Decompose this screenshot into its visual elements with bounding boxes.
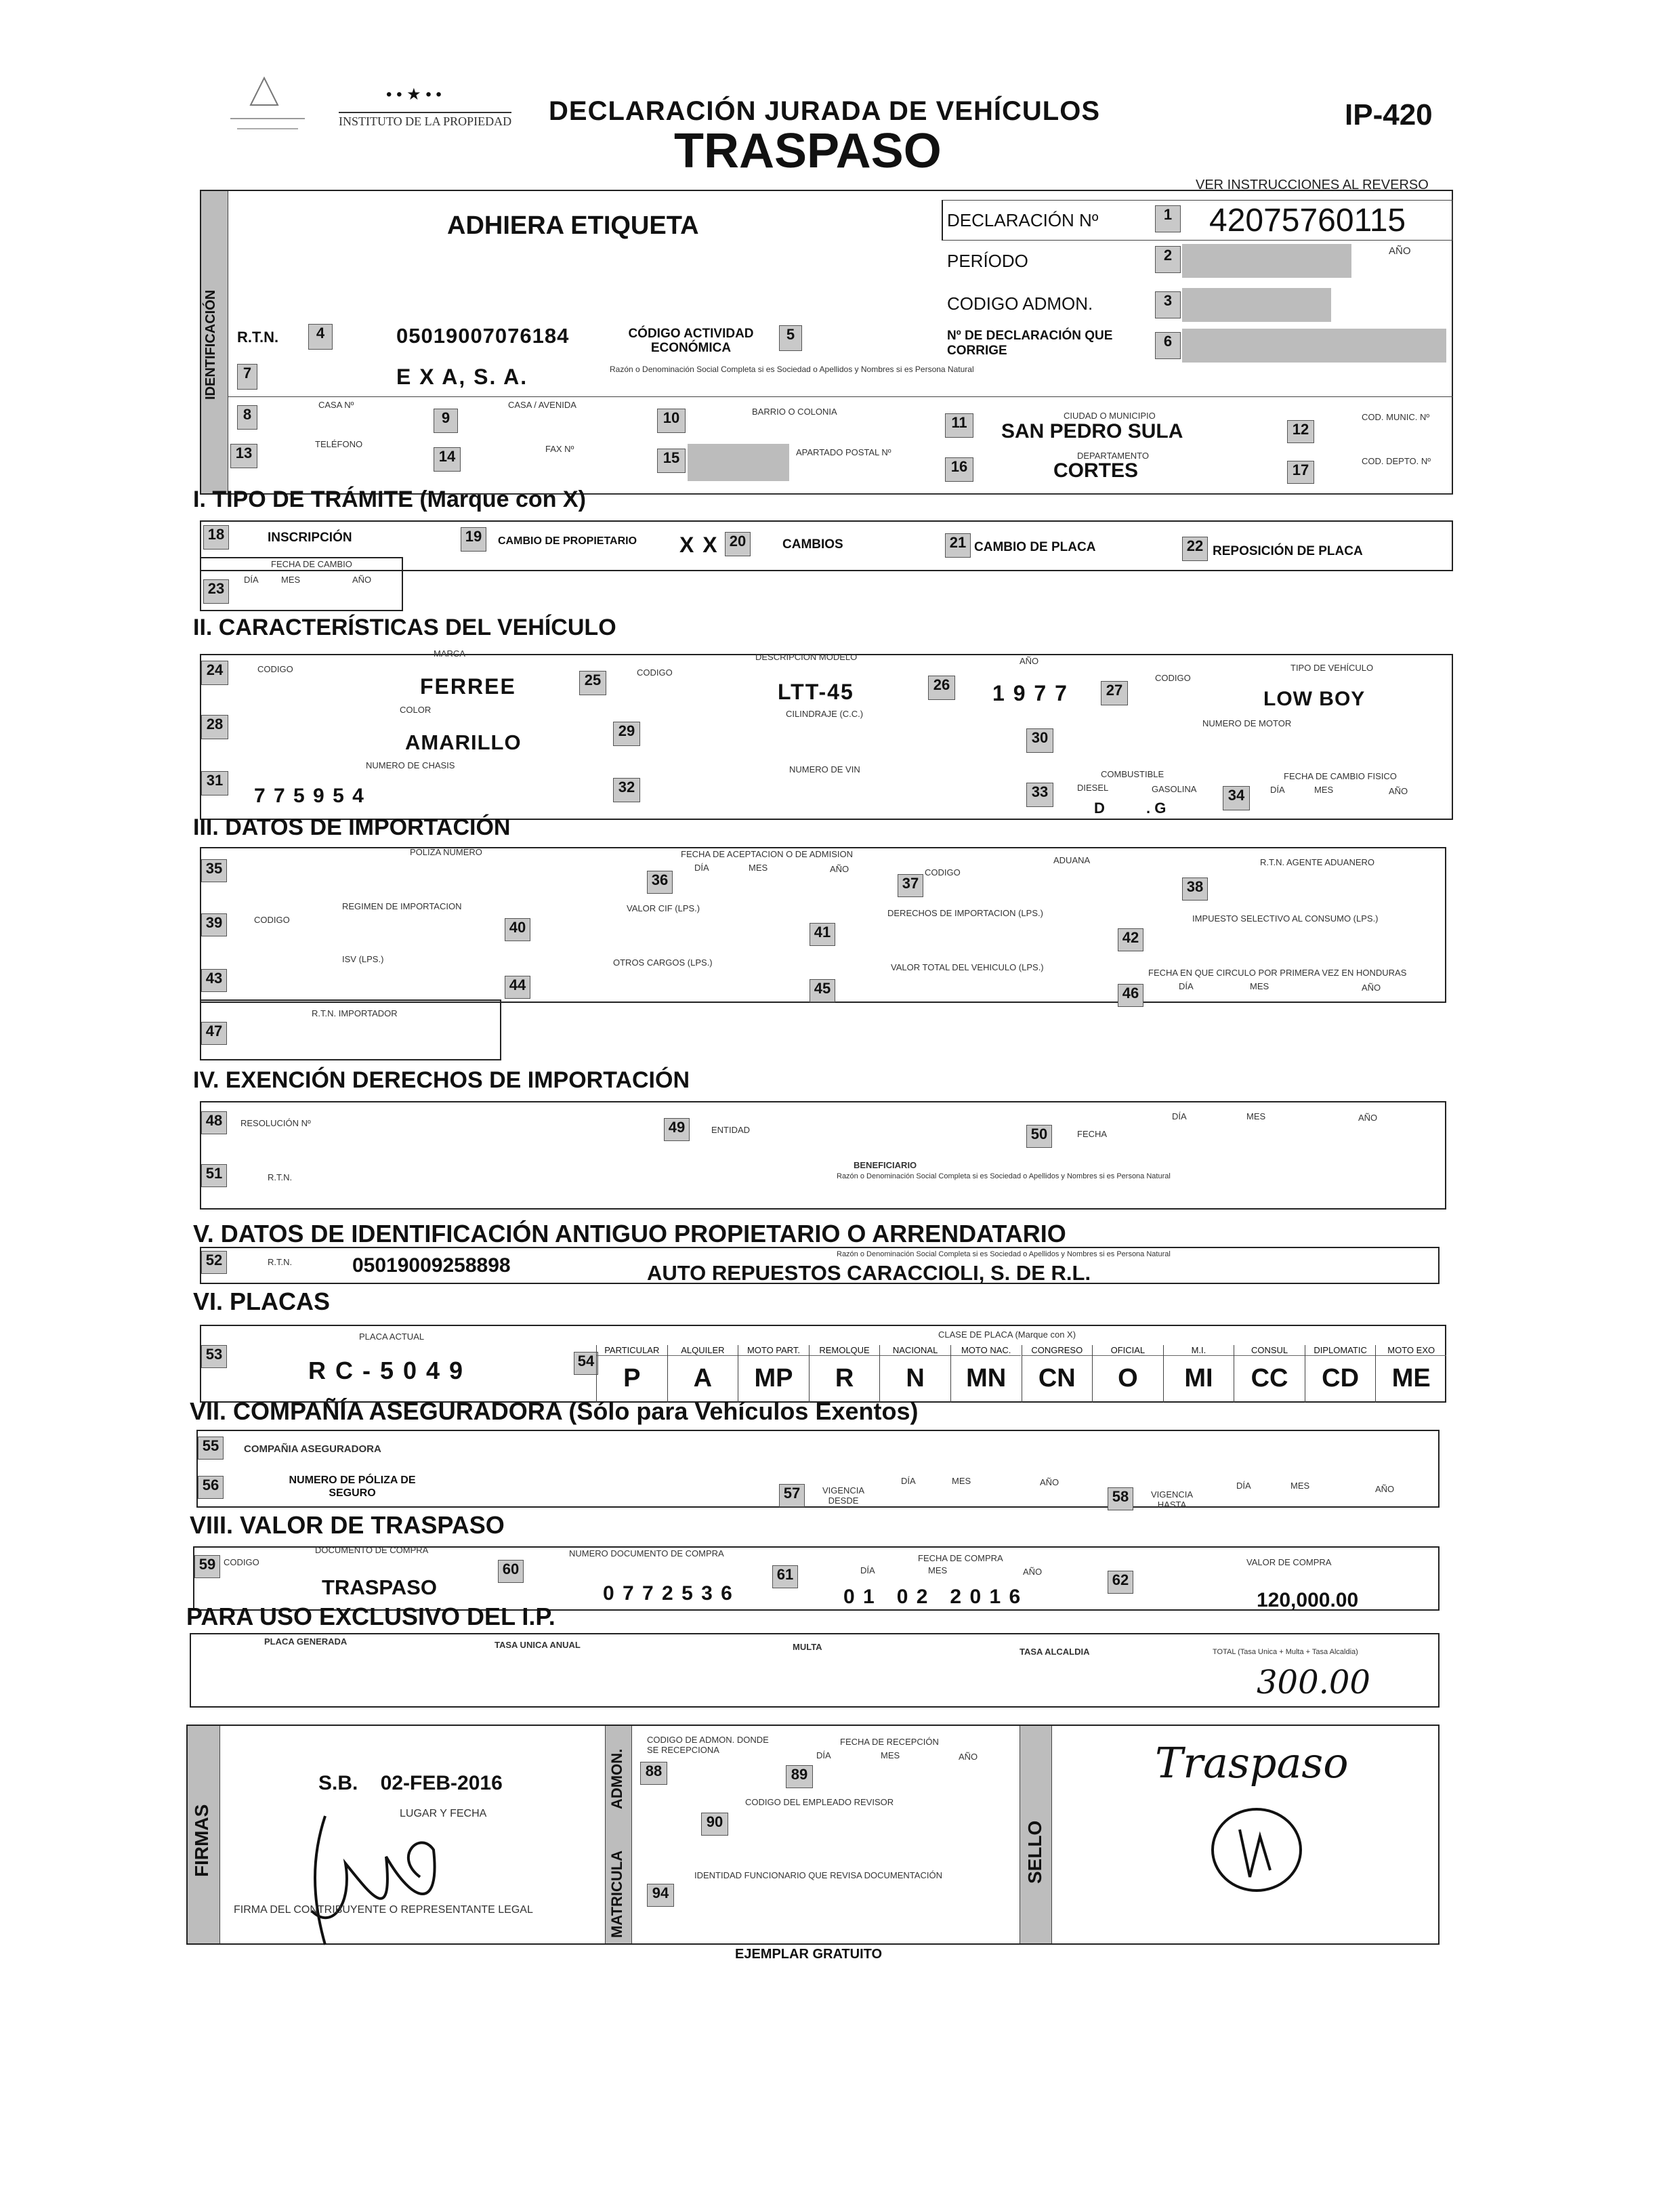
exencion-fecha-label: FECHA xyxy=(1077,1129,1108,1139)
poliza-label: POLIZA NUMERO xyxy=(410,847,482,857)
field-number-20: 20 xyxy=(725,532,751,556)
plate-type-option[interactable] xyxy=(950,1345,1022,1403)
tramite-dia-label: DÍA xyxy=(244,575,259,585)
departamento-value: CORTES xyxy=(1053,459,1139,482)
valor-compra-value: 120,000.00 xyxy=(1257,1589,1359,1611)
plate-type-label: NACIONAL xyxy=(880,1345,950,1356)
recepcion-ano-label: AÑO xyxy=(959,1752,978,1762)
field-number-31: 31 xyxy=(201,771,228,796)
circulo-mes-label: MES xyxy=(1250,981,1269,991)
cilindraje-label: CILINDRAJE (C.C.) xyxy=(786,709,864,719)
codigo-actividad-label: CÓDIGO ACTIVIDAD ECONÓMICA xyxy=(628,327,754,355)
field-number-43: 43 xyxy=(201,969,227,992)
plate-types xyxy=(596,1345,1446,1403)
field-number-15: 15 xyxy=(657,449,686,473)
periodo-ano-label: AÑO xyxy=(1389,245,1411,257)
title-line1: DECLARACIÓN JURADA DE VEHÍCULOS xyxy=(549,96,1101,126)
plate-type-code: N xyxy=(906,1364,925,1392)
field-number-89: 89 xyxy=(786,1765,813,1788)
section-importacion-title: III. DATOS DE IMPORTACIÓN xyxy=(193,814,511,840)
plate-type-option[interactable] xyxy=(1092,1345,1163,1403)
field-number-27: 27 xyxy=(1101,681,1128,705)
tramite-mes-label: MES xyxy=(281,575,301,585)
instructions-note: VER INSTRUCCIONES AL REVERSO xyxy=(1196,178,1429,192)
plate-type-label: CONGRESO xyxy=(1022,1345,1093,1356)
codigo-empleado-label: CODIGO DEL EMPLEADO REVISOR xyxy=(745,1797,894,1807)
casa-label: CASA Nº xyxy=(318,400,354,410)
rtn-label: R.T.N. xyxy=(237,329,279,346)
numero-doc-label: NUMERO DOCUMENTO DE COMPRA xyxy=(569,1548,724,1559)
plate-type-option[interactable] xyxy=(879,1345,950,1403)
fecha-aceptacion-label: FECHA DE ACEPTACION O DE ADMISION xyxy=(681,849,854,859)
adhiera-label: ADHIERA ETIQUETA xyxy=(447,211,699,240)
fecha-circulo-label: FECHA EN QUE CIRCULO POR PRIMERA VEZ EN HONDURAS xyxy=(1148,968,1407,978)
plate-type-code: MN xyxy=(966,1364,1007,1392)
fecha-recepcion-label: FECHA DE RECEPCIÓN xyxy=(840,1737,939,1747)
tipo-label: TIPO DE VEHÍCULO xyxy=(1290,663,1374,673)
ciudad-label: CIUDAD O MUNICIPIO xyxy=(1064,411,1156,421)
multa-label: MULTA xyxy=(793,1642,822,1652)
checkbox-cambio-propietario[interactable]: X X xyxy=(679,533,719,557)
plate-type-option[interactable] xyxy=(1022,1345,1093,1403)
recepcion-mes-label: MES xyxy=(881,1750,900,1760)
field-number-36: 36 xyxy=(647,871,673,894)
field-number-90: 90 xyxy=(701,1813,728,1836)
field-number-25: 25 xyxy=(579,671,606,695)
plate-type-label: M.I. xyxy=(1164,1345,1234,1356)
field-number-45: 45 xyxy=(810,979,835,1002)
declaracion-label: DECLARACIÓN Nº xyxy=(947,210,1099,230)
codigo-admon-shaded xyxy=(1182,288,1331,322)
combustible-value: D . G xyxy=(1094,800,1167,817)
field-number-58: 58 xyxy=(1108,1487,1133,1510)
field-number-34: 34 xyxy=(1223,786,1250,810)
ciudad-value: SAN PEDRO SULA xyxy=(1001,420,1183,442)
modelo-value: LTT-45 xyxy=(778,680,854,704)
field-number-7: 7 xyxy=(237,364,257,390)
field-number-29: 29 xyxy=(613,722,640,746)
barrio-label: BARRIO O COLONIA xyxy=(752,407,837,417)
field-number-12: 12 xyxy=(1287,420,1314,443)
field-number-51: 51 xyxy=(201,1164,227,1187)
plate-type-label: MOTO PART. xyxy=(738,1345,809,1356)
field-number-22: 22 xyxy=(1182,537,1208,561)
field-number-48: 48 xyxy=(201,1111,227,1134)
plate-type-option[interactable] xyxy=(1234,1345,1305,1403)
field-number-18: 18 xyxy=(203,525,229,550)
modelo-codigo-label: CODIGO xyxy=(637,667,673,678)
plate-type-label: ALQUILER xyxy=(668,1345,738,1356)
ano-value: 1 9 7 7 xyxy=(992,681,1068,705)
plate-type-option[interactable] xyxy=(1163,1345,1234,1403)
sello-text: Traspaso xyxy=(1155,1738,1349,1788)
field-number-50: 50 xyxy=(1026,1125,1052,1148)
field-number-23: 23 xyxy=(203,579,229,604)
plate-type-code: R xyxy=(835,1364,854,1392)
field-number-88: 88 xyxy=(640,1762,667,1785)
regimen-codigo-label: CODIGO xyxy=(254,915,290,925)
exencion-rtn-label: R.T.N. xyxy=(268,1172,293,1182)
field-number-19: 19 xyxy=(461,527,486,552)
section-antiguo-title: V. DATOS DE IDENTIFICACIÓN ANTIGUO PROPIETARIO O ARRENDATARIO xyxy=(193,1220,1066,1247)
rtn-agente-label: R.T.N. AGENTE ADUANERO xyxy=(1260,857,1375,867)
identification-side-label: IDENTIFICACIÓN xyxy=(203,289,218,400)
field-number-33: 33 xyxy=(1026,783,1053,807)
recepcion-dia-label: DÍA xyxy=(816,1750,831,1760)
apartado-shaded xyxy=(688,444,789,481)
hasta-dia-label: DÍA xyxy=(1236,1481,1251,1491)
section-aseguradora-title: VII. COMPAÑÍA ASEGURADORA (Sólo para Vehículos Exentos) xyxy=(190,1397,919,1425)
field-number-42: 42 xyxy=(1118,928,1143,951)
field-number-26: 26 xyxy=(928,676,955,700)
fecha-fisico-label: FECHA DE CAMBIO FISICO xyxy=(1284,771,1397,781)
field-number-30: 30 xyxy=(1026,728,1053,753)
fisico-ano-label: AÑO xyxy=(1389,786,1408,796)
antiguo-note: Razón o Denominación Social Completa si es Sociedad o Apellidos y Nombres si es Persona Natural xyxy=(837,1250,1171,1258)
field-number-3: 3 xyxy=(1155,291,1181,318)
form-code: IP-420 xyxy=(1345,98,1433,131)
plate-type-label: PARTICULAR xyxy=(597,1345,667,1356)
plate-type-code: MP xyxy=(754,1364,793,1392)
marca-value: FERREE xyxy=(420,674,516,699)
circulo-dia-label: DÍA xyxy=(1179,981,1194,991)
plate-type-option[interactable] xyxy=(667,1345,738,1403)
razon-social-note: Razón o Denominación Social Completa si es Sociedad o Apellidos y Nombres si es Persona Natural xyxy=(610,365,974,374)
field-number-32: 32 xyxy=(613,778,640,802)
section-tramite-title: I. TIPO DE TRÁMITE (Marque con X) xyxy=(193,487,586,512)
diesel-label: DIESEL xyxy=(1077,783,1109,793)
matricula-side-label: MATRICULA xyxy=(608,1850,625,1938)
field-number-57: 57 xyxy=(779,1484,805,1507)
codigo-admon-label: CODIGO ADMON. xyxy=(947,293,1093,314)
entidad-label: ENTIDAD xyxy=(711,1125,751,1135)
aduana-label: ADUANA xyxy=(1053,855,1091,865)
section-uso-ip-title: PARA USO EXCLUSIVO DEL I.P. xyxy=(186,1603,555,1630)
razon-social-value: E X A, S. A. xyxy=(396,365,528,389)
field-number-47: 47 xyxy=(201,1022,227,1045)
plate-type-label: REMOLQUE xyxy=(810,1345,880,1356)
plate-type-code: P xyxy=(623,1364,641,1392)
option-cambio-placa[interactable]: CAMBIO DE PLACA xyxy=(974,540,1096,554)
valor-compra-label: VALOR DE COMPRA xyxy=(1246,1557,1332,1567)
plate-type-label: CONSUL xyxy=(1234,1345,1305,1356)
exencion-mes-label: MES xyxy=(1246,1111,1266,1121)
field-number-8: 8 xyxy=(237,405,257,430)
admon-side-label: ADMON. xyxy=(608,1748,625,1809)
option-reposicion[interactable]: REPOSICIÓN DE PLACA xyxy=(1213,544,1363,558)
sello-side-label: SELLO xyxy=(1024,1820,1045,1884)
rtn-importador-label: R.T.N. IMPORTADOR xyxy=(312,1008,398,1018)
plate-type-label: MOTO NAC. xyxy=(951,1345,1022,1356)
field-number-4: 4 xyxy=(308,324,333,350)
field-number-28: 28 xyxy=(201,715,228,739)
exencion-dia-label: DÍA xyxy=(1172,1111,1187,1121)
motor-label: NUMERO DE MOTOR xyxy=(1202,718,1292,728)
section-valor-title: VIII. VALOR DE TRASPASO xyxy=(190,1511,505,1539)
resolucion-label: RESOLUCIÓN Nº xyxy=(240,1118,311,1128)
desde-mes-label: MES xyxy=(952,1476,971,1486)
descripcion-label: DESCRIPCION MODELO xyxy=(755,652,858,662)
field-number-60: 60 xyxy=(498,1560,524,1583)
institute-name: INSTITUTO DE LA PROPIEDAD xyxy=(339,112,511,129)
desde-ano-label: AÑO xyxy=(1040,1477,1059,1487)
plate-type-code: MI xyxy=(1184,1364,1213,1392)
field-number-61: 61 xyxy=(772,1565,798,1588)
total-value: 300.00 xyxy=(1257,1664,1370,1701)
field-number-17: 17 xyxy=(1287,461,1314,484)
vin-label: NUMERO DE VIN xyxy=(789,764,860,775)
fisico-mes-label: MES xyxy=(1314,785,1334,795)
firma-label: FIRMA DEL CONTRIBUYENTE O REPRESENTANTE LEGAL xyxy=(234,1904,533,1916)
clase-placa-label: CLASE DE PLACA (Marque con X) xyxy=(938,1329,1076,1340)
field-number-44: 44 xyxy=(505,976,530,999)
field-number-16: 16 xyxy=(945,457,973,482)
plate-type-code: CC xyxy=(1251,1364,1288,1392)
field-number-53: 53 xyxy=(201,1345,227,1368)
field-number-94: 94 xyxy=(647,1884,674,1907)
departamento-label: DEPARTAMENTO xyxy=(1077,451,1149,461)
codigo-label: CODIGO xyxy=(257,664,293,674)
plate-type-label: OFICIAL xyxy=(1093,1345,1163,1356)
address-row xyxy=(228,396,1453,495)
corrige-shaded xyxy=(1182,329,1446,363)
field-number-11: 11 xyxy=(945,413,973,438)
color-value: AMARILLO xyxy=(405,730,522,754)
rtn-value: 05019007076184 xyxy=(396,324,570,348)
plate-type-option[interactable] xyxy=(809,1345,880,1403)
field-number-38: 38 xyxy=(1182,878,1208,901)
isv-label: ISV (LPS.) xyxy=(342,954,384,964)
field-number-49: 49 xyxy=(664,1118,690,1141)
plate-type-code: CD xyxy=(1322,1364,1360,1392)
logo xyxy=(203,64,325,139)
sello-signature xyxy=(1185,1789,1335,1904)
gasolina-label: GASOLINA xyxy=(1152,784,1197,794)
periodo-shaded xyxy=(1182,244,1351,278)
vigencia-hasta-label: VIGENCIA HASTA xyxy=(1150,1489,1194,1510)
telefono-label: TELÉFONO xyxy=(315,439,363,449)
vehiculo-section xyxy=(200,654,1453,820)
field-number-14: 14 xyxy=(434,447,461,472)
fecha-cambio-label: FECHA DE CAMBIO xyxy=(271,559,352,569)
tipo-codigo-label: CODIGO xyxy=(1155,673,1191,683)
plate-type-option[interactable] xyxy=(738,1345,809,1403)
tasa-alcaldia-label: TASA ALCALDIA xyxy=(1020,1647,1090,1657)
firmas-side-label: FIRMAS xyxy=(191,1804,212,1877)
hasta-ano-label: AÑO xyxy=(1375,1484,1395,1494)
field-number-10: 10 xyxy=(657,409,686,433)
cod-munic-label: COD. MUNIC. Nº xyxy=(1362,412,1430,422)
plate-type-code: A xyxy=(693,1364,713,1392)
option-cambio-propietario[interactable]: CAMBIO DE PROPIETARIO xyxy=(498,535,637,547)
corrige-label: Nº DE DECLARACIÓN QUE CORRIGE xyxy=(947,329,1113,358)
title-line2: TRASPASO xyxy=(674,124,942,178)
field-number-59: 59 xyxy=(194,1555,220,1578)
antiguo-rtn-value: 05019009258898 xyxy=(352,1254,511,1277)
selectivo-label: IMPUESTO SELECTIVO AL CONSUMO (LPS.) xyxy=(1192,913,1379,924)
taxpayer-signature xyxy=(285,1802,488,1958)
fecha-compra-value: 0 1 0 2 2 0 1 6 xyxy=(843,1586,1022,1608)
stars-icon: • • ★ • • xyxy=(386,85,442,104)
placa-generada-label: PLACA GENERADA xyxy=(264,1636,348,1647)
field-number-1: 1 xyxy=(1155,205,1181,232)
derechos-label: DERECHOS DE IMPORTACION (LPS.) xyxy=(887,908,1043,918)
vigencia-desde-label: VIGENCIA DESDE xyxy=(822,1485,865,1506)
combustible-label: COMBUSTIBLE xyxy=(1101,769,1164,779)
documento-label: DOCUMENTO DE COMPRA xyxy=(315,1545,429,1555)
declaracion-value: 42075760115 xyxy=(1209,203,1406,239)
field-number-56: 56 xyxy=(198,1476,224,1499)
valor-total-label: VALOR TOTAL DEL VEHICULO (LPS.) xyxy=(891,962,1044,972)
aceptacion-mes-label: MES xyxy=(749,863,768,873)
antiguo-nombre-value: AUTO REPUESTOS CARACCIOLI, S. DE R.L. xyxy=(647,1261,1091,1285)
field-number-5: 5 xyxy=(779,325,802,351)
field-number-21: 21 xyxy=(945,533,971,558)
tramite-ano-label: AÑO xyxy=(352,575,372,585)
exencion-ano-label: AÑO xyxy=(1358,1113,1378,1123)
fecha-compra-label: FECHA DE COMPRA xyxy=(918,1553,1003,1563)
option-cambios[interactable]: CAMBIOS xyxy=(782,537,843,552)
cod-depto-label: COD. DEPTO. Nº xyxy=(1362,456,1431,466)
chasis-value: 7 7 5 9 5 4 xyxy=(254,785,365,807)
section-exencion-title: IV. EXENCIÓN DERECHOS DE IMPORTACIÓN xyxy=(193,1067,690,1093)
ano-label: AÑO xyxy=(1020,656,1039,666)
plate-type-code: ME xyxy=(1391,1364,1431,1392)
compra-mes-label: MES xyxy=(928,1565,948,1575)
fisico-dia-label: DÍA xyxy=(1270,785,1285,795)
field-number-6: 6 xyxy=(1155,332,1181,359)
desde-dia-label: DÍA xyxy=(901,1476,916,1486)
field-number-2: 2 xyxy=(1155,246,1181,273)
codigo-admon-recepcion-label: CODIGO DE ADMON. DONDE SE RECEPCIONA xyxy=(647,1735,769,1755)
hasta-mes-label: MES xyxy=(1290,1481,1310,1491)
lugar-fecha-label: LUGAR Y FECHA xyxy=(400,1808,487,1819)
identidad-funcionario-label: IDENTIDAD FUNCIONARIO QUE REVISA DOCUMENTACIÓN xyxy=(694,1870,942,1880)
valor-cif-label: VALOR CIF (LPS.) xyxy=(627,903,700,913)
field-number-9: 9 xyxy=(434,409,458,433)
field-number-55: 55 xyxy=(198,1437,224,1460)
circulo-ano-label: AÑO xyxy=(1362,983,1381,993)
aceptacion-ano-label: AÑO xyxy=(830,864,849,874)
field-number-39: 39 xyxy=(201,913,227,936)
periodo-label: PERÍODO xyxy=(947,251,1028,271)
total-label: TOTAL (Tasa Unica + Multa + Tasa Alcaldia) xyxy=(1213,1648,1358,1656)
placa-actual-label: PLACA ACTUAL xyxy=(359,1332,425,1342)
otros-label: OTROS CARGOS (LPS.) xyxy=(613,957,713,968)
tasa-unica-label: TASA UNICA ANUAL xyxy=(495,1640,581,1650)
regimen-label: REGIMEN DE IMPORTACION xyxy=(342,901,462,911)
beneficiario-label: BENEFICIARIO xyxy=(854,1160,917,1170)
tipo-value: LOW BOY xyxy=(1263,688,1366,710)
field-number-24: 24 xyxy=(201,661,228,685)
poliza-seguro-label: NUMERO DE PÓLIZA DE SEGURO xyxy=(289,1474,416,1499)
plate-type-label: DIPLOMATIC xyxy=(1305,1345,1376,1356)
aduana-codigo-label: CODIGO xyxy=(925,867,961,878)
plate-type-option[interactable] xyxy=(596,1345,667,1403)
plate-type-code: O xyxy=(1118,1364,1138,1392)
documento-value: TRASPASO xyxy=(322,1575,437,1599)
ejemplar-label: EJEMPLAR GRATUITO xyxy=(735,1947,883,1962)
section-vehiculo-title: II. CARACTERÍSTICAS DEL VEHÍCULO xyxy=(193,615,616,640)
beneficiario-note: Razón o Denominación Social Completa si es Sociedad o Apellidos y Nombres si es Persona Natural xyxy=(837,1172,1171,1180)
field-number-13: 13 xyxy=(230,444,257,468)
option-inscripcion[interactable]: INSCRIPCIÓN xyxy=(268,531,352,545)
fax-label: FAX Nº xyxy=(545,444,574,454)
compra-dia-label: DÍA xyxy=(860,1565,875,1575)
compra-ano-label: AÑO xyxy=(1023,1567,1043,1577)
aceptacion-dia-label: DÍA xyxy=(694,863,709,873)
apartado-label: APARTADO POSTAL Nº xyxy=(796,447,891,457)
marca-label: MARCA xyxy=(434,648,465,659)
chasis-label: NUMERO DE CHASIS xyxy=(366,760,455,770)
plate-type-option[interactable] xyxy=(1305,1345,1376,1403)
placa-actual-value: R C - 5 0 4 9 xyxy=(308,1357,465,1384)
field-number-52: 52 xyxy=(201,1251,227,1274)
color-label: COLOR xyxy=(400,705,432,715)
plate-type-code: CN xyxy=(1038,1364,1076,1392)
field-number-40: 40 xyxy=(505,918,530,941)
field-number-41: 41 xyxy=(810,923,835,946)
lugar-fecha-value: S.B. 02-FEB-2016 xyxy=(318,1772,503,1794)
compania-label: COMPAÑIA ASEGURADORA xyxy=(244,1443,381,1455)
field-number-46: 46 xyxy=(1118,984,1143,1007)
numero-doc-value: 0 7 7 2 5 3 6 xyxy=(603,1582,734,1605)
plate-type-option[interactable] xyxy=(1375,1345,1446,1403)
casa-avenida-label: CASA / AVENIDA xyxy=(508,400,576,410)
field-number-37: 37 xyxy=(898,874,923,897)
field-number-54: 54 xyxy=(574,1352,598,1375)
field-number-62: 62 xyxy=(1108,1571,1133,1594)
valor-codigo-label: CODIGO xyxy=(224,1557,259,1567)
field-number-35: 35 xyxy=(201,859,227,882)
antiguo-rtn-label: R.T.N. xyxy=(268,1257,293,1267)
plate-type-label: MOTO EXO xyxy=(1376,1345,1446,1356)
section-placas-title: VI. PLACAS xyxy=(193,1287,331,1315)
